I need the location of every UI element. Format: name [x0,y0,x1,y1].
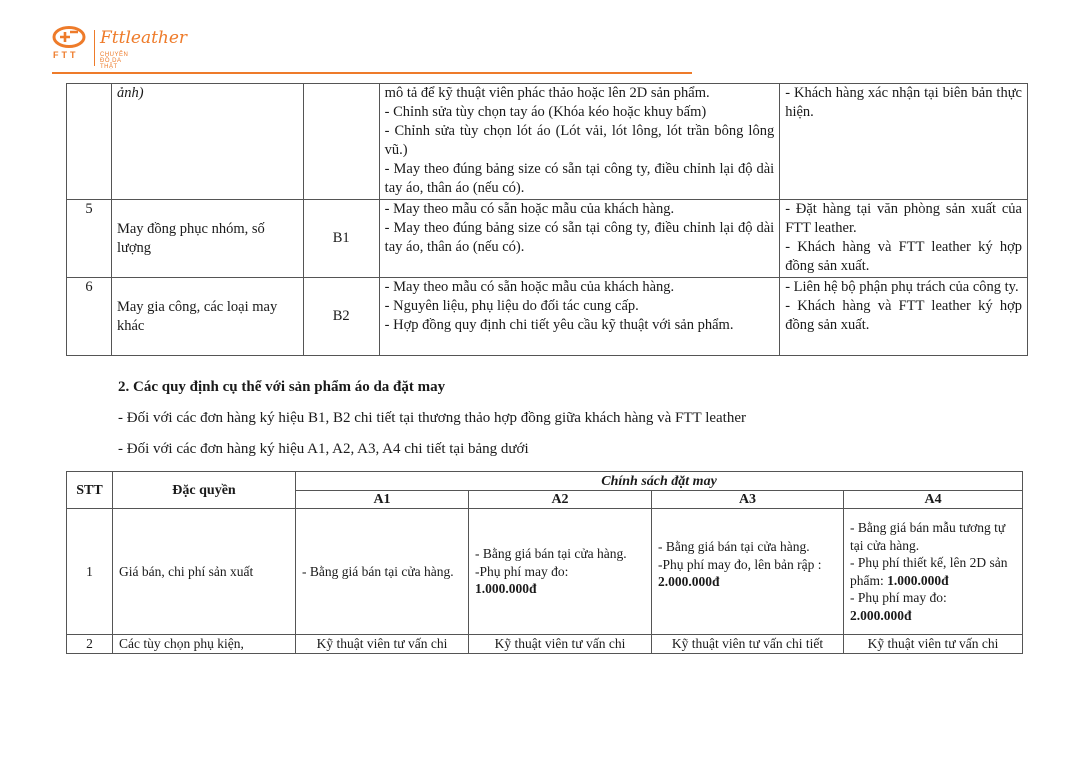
price-value: 2.000.000đ [658,574,720,590]
table-header-row [67,472,1023,491]
cell-a1: - Bằng giá bán tại cửa hàng. [296,509,469,635]
table-row [67,635,1023,654]
cell-line: - Bằng giá bán tại cửa hàng. [475,546,627,562]
row-code: B1 [303,200,379,278]
detail-line: - May theo mẫu có sẵn hoặc mẫu của khách hàng. [384,201,675,217]
detail-line: - Hợp đồng quy định chi tiết yêu cầu kỹ thuật với sản phẩm. [384,317,734,333]
row-service: May đồng phục nhóm, số lượng [111,200,303,278]
row-code: B2 [303,278,379,356]
row-stt [67,84,112,200]
table-row [67,200,1028,278]
cell-line: - Phụ phí may đo: [850,590,947,605]
brand-name: Fttleather [100,28,188,48]
table-row [67,278,1028,356]
paragraph: - Đối với các đơn hàng ký hiệu A1, A2, A3, A4 chi tiết tại bảng dưới [118,441,529,457]
row-service: May gia công, các loại may khác [111,278,303,356]
row-code [303,84,379,200]
process-line: - Đặt hàng tại văn phòng sản xuất của FTT leather. [785,201,1022,236]
service-table [66,83,1028,356]
process-line: - Khách hàng và FTT leather ký hợp đồng sản xuất. [785,298,1022,333]
row-process [780,84,1028,200]
brand-tagline: CHUYÊN ĐỒ DA THẬT [100,52,129,70]
detail-line: - May theo đúng bảng size có sẵn tại công ty, điều chỉnh lại độ dài tay áo, thân áo (nếu có). [384,161,775,196]
cell-line: -Phụ phí may đo, lên bản rập : [658,556,822,572]
detail-line: - Chỉnh sửa tùy chọn tay áo (Khóa kéo hoặc khuy bấm) [384,104,707,120]
table-row [67,84,1028,200]
policy-table [66,471,1023,654]
cell-a3 [652,509,844,635]
row-service: ảnh) [111,84,303,200]
logo-text: FTT [53,50,79,60]
ftt-logo-icon [52,26,86,48]
row-stt: 1 [67,509,113,635]
row-stt: 5 [67,200,112,278]
cell-line: -Phụ phí may đo: [475,563,569,579]
cell-a4 [844,509,1023,635]
price-value: 1.000.000đ [475,581,537,597]
cell-a2 [469,509,652,635]
detail-line: - May theo mẫu có sẵn hoặc mẫu của khách hàng. [384,279,675,295]
row-details [379,278,780,356]
process-line: - Liên hệ bộ phận phụ trách của công ty. [785,279,1019,295]
row-stt: 6 [67,278,112,356]
header-a3: A3 [652,491,844,509]
cell-a1: Kỹ thuật viên tư vấn chi [296,635,469,654]
table-row [67,509,1023,635]
process-line: - Khách hàng và FTT leather ký hợp đồng sản xuất. [785,239,1022,274]
cell-a4: Kỹ thuật viên tư vấn chi [844,635,1023,654]
header-a1: A1 [296,491,469,509]
cell-a3: Kỹ thuật viên tư vấn chi tiết [652,635,844,654]
header-a2: A2 [469,491,652,509]
paragraph: - Đối với các đơn hàng ký hiệu B1, B2 chi tiết tại thương thảo hợp đồng giữa khách hàng và FTT leather [118,410,746,426]
row-process [780,278,1028,356]
row-details [379,200,780,278]
header-stt: STT [67,472,113,509]
row-privilege: Các tùy chọn phụ kiện, [113,635,296,654]
detail-line: - Chỉnh sửa tùy chọn lót áo (Lót vải, lót lông, lót trần bông lông vũ.) [384,123,775,158]
detail-line: - May theo đúng bảng size có sẵn tại công ty, điều chỉnh lại độ dài tay áo, thân áo (nếu có). [384,220,775,255]
row-process [780,200,1028,278]
row-stt: 2 [67,635,113,654]
price-value: 2.000.000đ [850,607,912,623]
logo-divider [94,30,95,66]
cell-line: - Bằng giá bán tại cửa hàng. [658,539,810,555]
cell-line: - Phụ phí thiết kế, lên 2D sản phẩm: [850,555,1008,588]
header-divider [52,72,692,74]
row-privilege: Giá bán, chi phí sản xuất [113,509,296,635]
detail-line: - Nguyên liệu, phụ liệu do đối tác cung cấp. [384,298,639,314]
cell-a2: Kỹ thuật viên tư vấn chi [469,635,652,654]
row-details [379,84,780,200]
header-privilege: Đặc quyền [113,472,296,509]
section-title: 2. Các quy định cụ thể với sản phẩm áo da đặt may [118,379,446,395]
detail-line: mô tả để kỹ thuật viên phác thảo hoặc lên 2D sản phẩm. [384,85,710,101]
cell-line: - Bằng giá bán mẫu tương tự tại cửa hàng. [850,520,1006,553]
price-value: 1.000.000đ [887,572,949,588]
process-line: - Khách hàng xác nhận tại biên bản thực hiện. [785,85,1022,120]
header-a4: A4 [844,491,1023,509]
header-policy: Chính sách đặt may [296,472,1023,491]
